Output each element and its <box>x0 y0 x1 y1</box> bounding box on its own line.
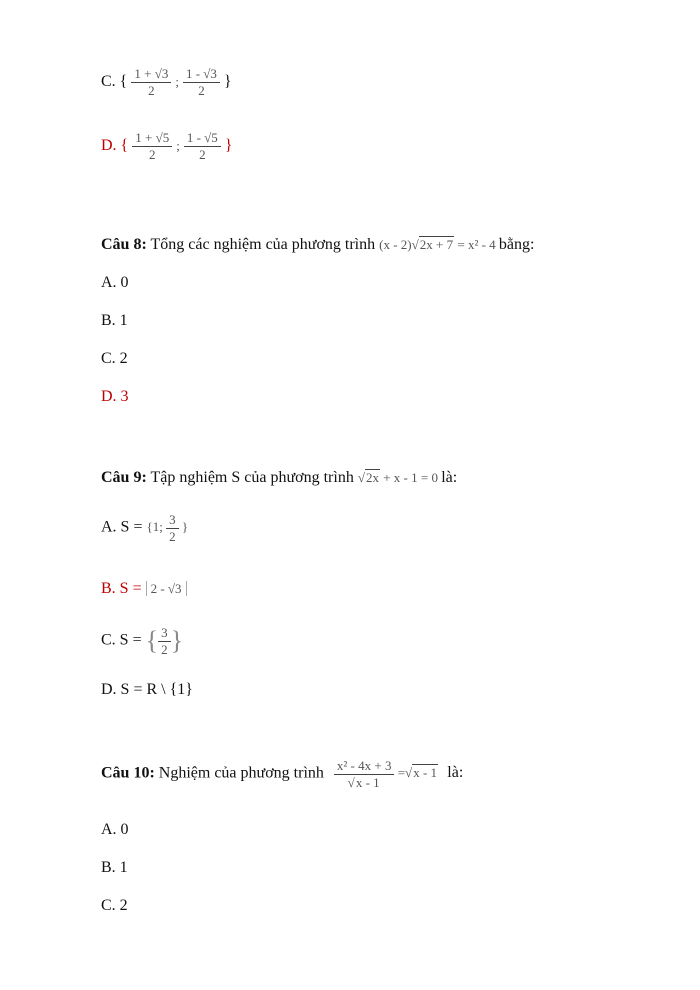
q10-stem <box>101 758 463 791</box>
option-label: D. { <box>101 137 129 155</box>
set-part: {1; <box>146 519 163 535</box>
separator: ; <box>176 138 180 154</box>
q7-option-d <box>101 130 232 163</box>
option-label: B. S = <box>101 580 142 597</box>
option-label: C. { <box>101 73 128 91</box>
numerator: 1 + √3 <box>131 66 171 83</box>
q10-option-b: B. 1 <box>101 859 128 876</box>
question-tail: bằng: <box>498 236 535 253</box>
q9-option-a <box>101 512 188 545</box>
fraction <box>132 130 172 163</box>
q10-option-c: C. 2 <box>101 897 128 914</box>
equation: (x - 2)√2x + 7 = x² - 4 <box>379 237 496 252</box>
q9-option-b <box>101 580 187 598</box>
q9-option-c <box>101 625 183 658</box>
solution-set: 2 - √3 <box>146 581 187 596</box>
brace-open: { <box>145 626 159 656</box>
q9-stem <box>101 469 457 487</box>
numerator: 1 + √5 <box>132 130 172 147</box>
question-text: Tập nghiệm S của phương trình <box>146 469 354 486</box>
q10-option-a: A. 0 <box>101 821 129 838</box>
question-text: Tổng các nghiệm của phương trình <box>146 236 376 253</box>
numerator: x² - 4x + 3 <box>334 758 395 775</box>
q8-option-c: C. 2 <box>101 350 128 367</box>
fraction <box>158 625 171 658</box>
eq-part: + x - 1 = 0 <box>383 470 438 485</box>
q8-option-b: B. 1 <box>101 312 128 329</box>
question-text: Nghiệm của phương trình <box>154 764 324 782</box>
denominator: 2 <box>148 147 156 162</box>
brace-close: } <box>223 73 232 91</box>
fraction <box>334 758 395 791</box>
eq-part: = x² - 4 <box>457 237 496 252</box>
equation: $\frac{\text{x² - 4x + 3}}{√x - 1}$ =√x - 1 <box>334 765 441 780</box>
separator: ; <box>175 74 179 90</box>
denominator: √x - 1 <box>347 775 380 790</box>
question-label: Câu 9: <box>101 469 147 486</box>
eq-part: = <box>397 765 406 781</box>
numerator: 3 <box>166 512 179 529</box>
numerator: 1 - √5 <box>184 130 221 147</box>
radicand: x - 1 <box>355 775 380 790</box>
solution-set <box>146 512 189 544</box>
denominator: 2 <box>148 83 155 98</box>
fraction <box>184 130 221 163</box>
radicand: x - 1 <box>413 765 438 781</box>
set-part: } <box>181 519 189 535</box>
equation: √2x + x - 1 = 0 <box>357 470 438 485</box>
question-label: Câu 8: <box>101 236 147 253</box>
denominator: 2 <box>169 529 176 544</box>
brace-close: } <box>170 626 184 656</box>
denominator: 2 <box>198 83 205 98</box>
option-label: C. S = <box>101 631 142 649</box>
radicand: 2x <box>365 470 379 485</box>
q8-stem <box>101 236 534 254</box>
q8-option-d: D. 3 <box>101 388 129 405</box>
fraction <box>131 66 171 99</box>
brace-close: } <box>224 137 233 155</box>
fraction <box>166 512 179 545</box>
radicand: 2x + 7 <box>419 237 454 252</box>
solution-set <box>145 625 184 657</box>
question-tail: là: <box>441 469 458 486</box>
numerator: 3 <box>158 625 171 642</box>
q9-option-d: D. S = R \ {1} <box>101 681 193 698</box>
denominator: 2 <box>161 642 168 657</box>
eq-part: (x - 2) <box>379 237 412 252</box>
question-label: Câu 10: <box>101 764 155 782</box>
numerator: 1 - √3 <box>183 66 220 83</box>
q8-option-a: A. 0 <box>101 274 129 291</box>
option-label: A. S = <box>101 518 143 536</box>
q7-option-c <box>101 66 232 99</box>
denominator: 2 <box>199 147 206 162</box>
fraction <box>183 66 220 99</box>
question-tail: là: <box>447 764 464 782</box>
